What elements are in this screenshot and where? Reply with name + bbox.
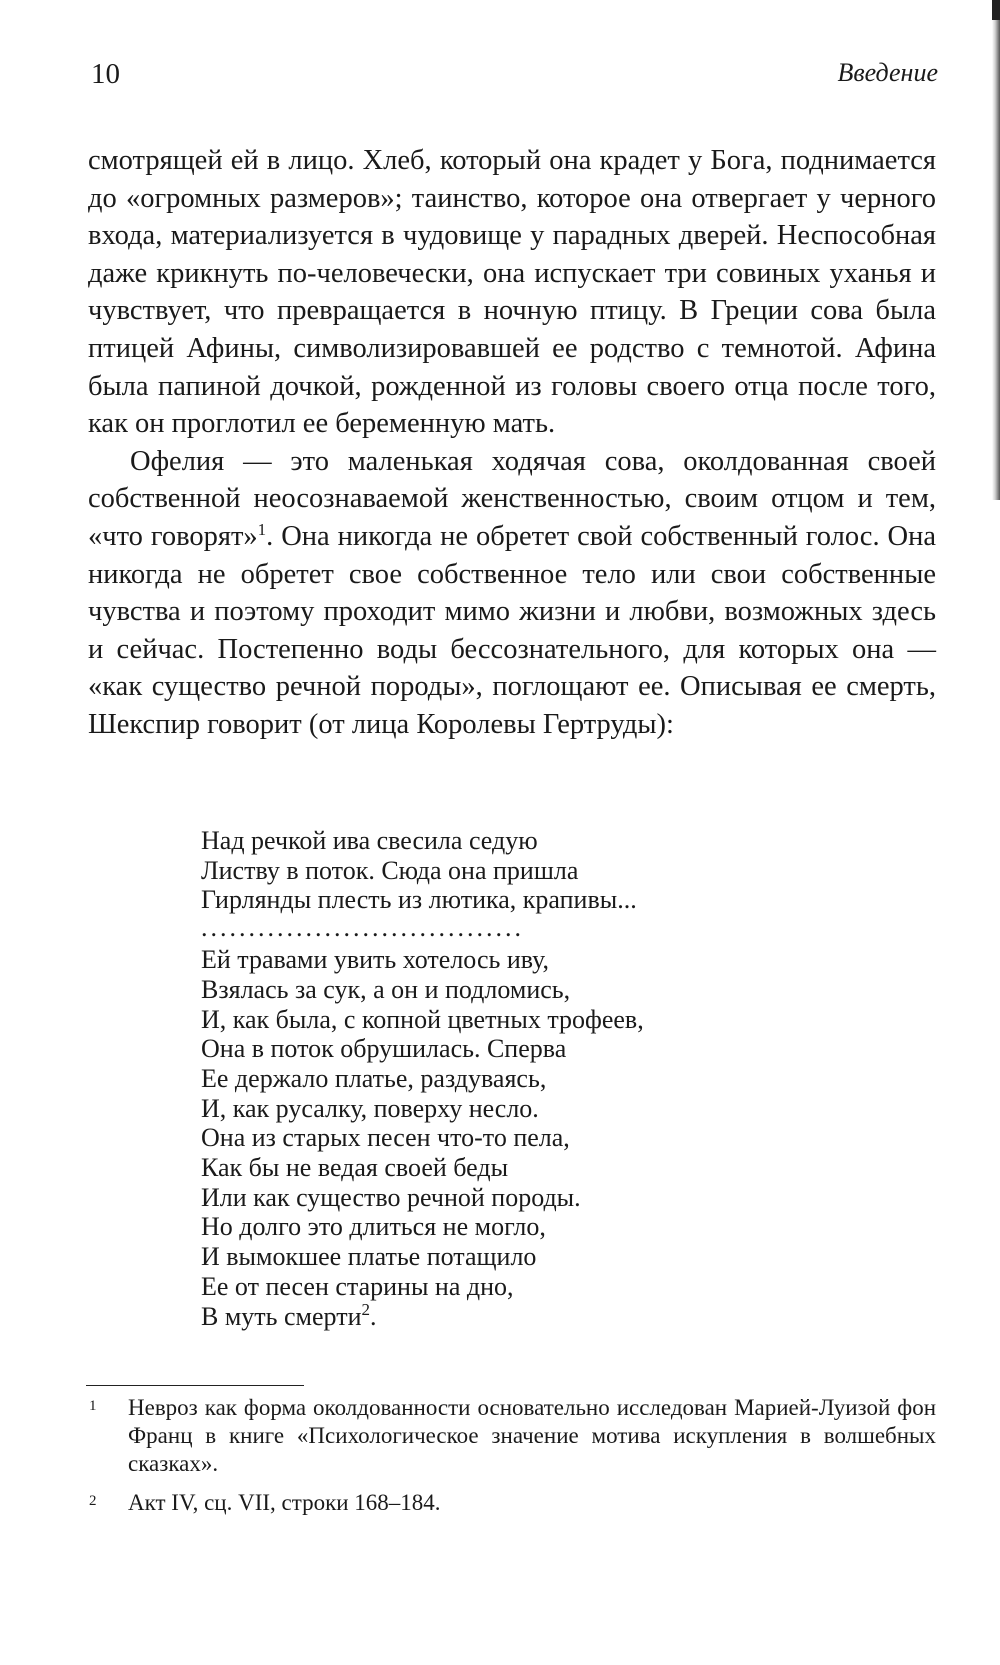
footnote-ref-2[interactable]: 2 [361,1299,370,1319]
poem-line: Ее держало платье, раздуваясь, [201,1063,547,1093]
main-text [88,142,936,744]
poem-omission-dots: .................................. [201,915,524,943]
poem-last-line [201,1299,644,1332]
poem-line: И, как была, с копной цветных трофеев, [201,1004,644,1034]
running-title: Введение [837,58,938,87]
poem-last-line-end: . [369,1301,377,1331]
poem-quote [201,826,644,1331]
paragraph-2 [88,443,936,744]
poem-line: И, как русалку, поверху несло. [201,1093,539,1123]
page-edge-shadow [992,0,1000,500]
poem-line: Она из старых песен что-то пела, [201,1123,570,1153]
paragraph-2-text-b: . Она никогда не обретет свой собственный голос. Она никогда не обретет свое собственное тело или свои собственные чувства и поэтому проходит мимо жизни и любви, возможных здесь и сейчас. Постепенно воды бессознательного, для которых она — «как существо речной породы», поглощают ее. Описывая ее смерть, Шекспир говорит (от лица Королевы Гертруды): [88,520,936,740]
footnote-1 [86,1394,936,1478]
poem-line: Гирлянды плесть из лютика, крапивы... [201,885,637,915]
footnote-divider [86,1385,304,1386]
poem-line: Как бы не ведая своей беды [201,1153,509,1183]
poem-line: Взялась за сук, а он и подломись, [201,974,571,1004]
poem-line: Или как существо речной породы. [201,1182,581,1212]
poem-last-line-text: В муть смерти [201,1301,362,1331]
poem-line: Ее от песен старины на дно, [201,1271,514,1301]
footnote-ref-1[interactable]: 1 [257,519,267,539]
poem-line: Ей травами увить хотелось иву, [201,945,550,975]
footnote-2 [86,1489,936,1517]
footnote-2-text: Акт IV, сц. VII, строки 168–184. [128,1490,441,1515]
paragraph-1: смотрящей ей в лицо. Хлеб, который она крадет у Бога, поднимается до «огромных размеров»; таинство, которое она отвергает у черного входа, материализуется в чудовище у парадных дверей. Неспособная даже крикнуть по-человечески, она испускает три совиных уханья и чувствует, что превращается в ночную птицу. В Греции сова была птицей Афины, символизировавшей ее родство с темнотой. Афина была папиной дочкой, рожденной из головы своего отца после того, как он проглотил ее беременную мать. [88,145,936,440]
footnote-1-mark: 1 [89,1398,97,1414]
footnote-2-mark: 2 [89,1493,97,1509]
paragraph-2-text-a: Офелия — это маленькая ходячая сова, околдованная своей собственной неосознаваемой женственностью, своим отцом и тем, «что говорят» [88,445,936,552]
page-number: 10 [91,58,120,90]
poem-line: Но долго это длиться не могло, [201,1212,546,1242]
poem-line: Она в поток обрушилась. Сперва [201,1034,567,1064]
poem-line: Над речкой ива свесила седую [201,826,538,855]
poem-line: Листву в поток. Сюда она пришла [201,855,579,885]
footnote-1-text: Невроз как форма околдованности основательно исследован Марией-Луизой фон Франц в книге «Психологическое значение мотива искупления в волшебных сказках». [128,1395,936,1476]
poem-line: И вымокшее платье потащило [201,1242,537,1272]
